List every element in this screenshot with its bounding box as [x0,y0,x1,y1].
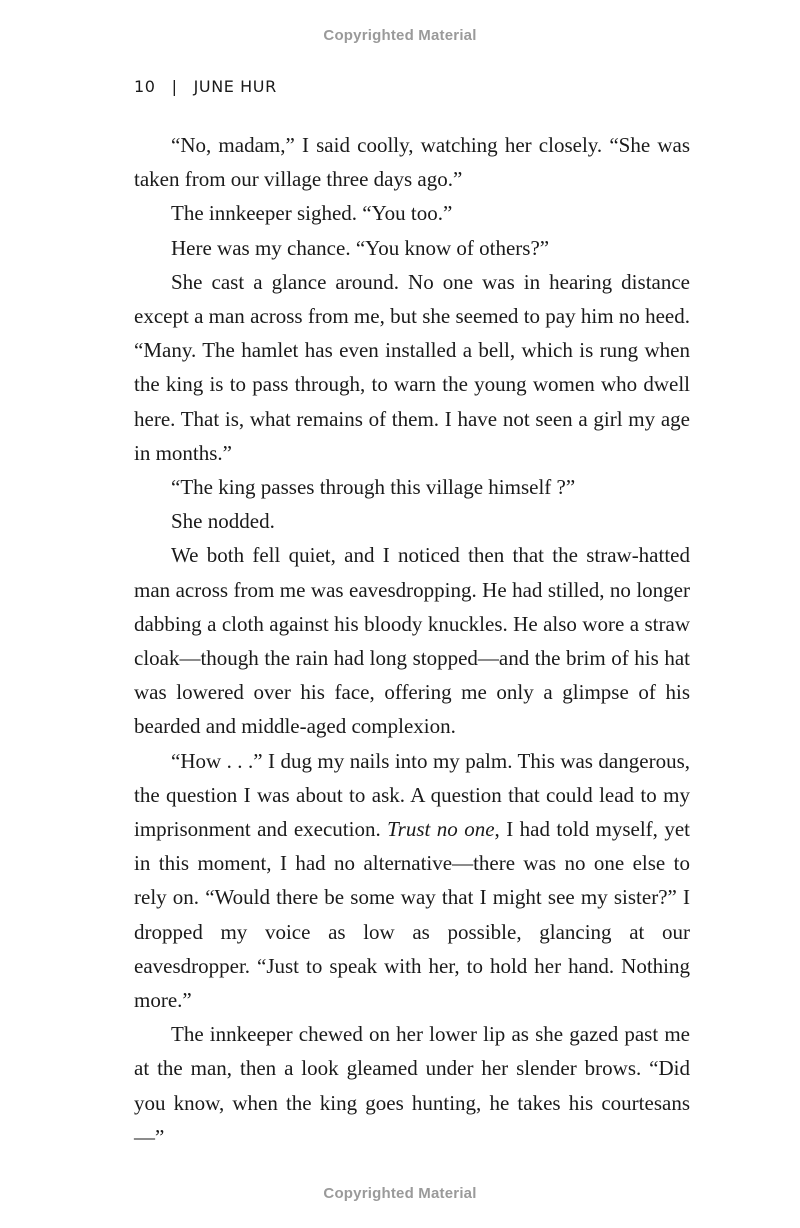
paragraph: The innkeeper sighed. “You too.” [171,201,453,226]
italic-phrase: Trust no one [387,817,495,842]
paragraph: She cast a glance around. No one was in hearing distance except a man across from me, but she seemed to pay him no heed. “Many. The hamlet has even installed a bell, which is rung when the king is to pass through, to warn the young women who dwell here. That is, what remains of them. I have not seen a girl my age in months.” [134,269,690,465]
paragraph: “No, madam,” I said coolly, watching her closely. “She was taken from our village three days ago.” [134,133,690,192]
author-name: JUNE HUR [193,77,277,96]
paragraph: She nodded. [171,509,275,534]
paragraph-text: , I had told myself, yet in this moment, I had no alternative—there was no one else to rely on. “Would there be some way that I might see my sister?” I dropped my voice as low as possible, glancing at our eavesdropper. “Just to speak with her, to hold her hand. Nothing more.” [134,817,690,1013]
paragraph: “The king passes through this village himself ?” [171,475,576,500]
paragraph [134,744,690,1018]
paragraph-text: “How . . .” I dug my nails into my palm. This was dangerous, the question I was about to ask. A question that could lead to my imprisonment and execution. [134,748,690,842]
running-head-separator: | [171,77,178,96]
running-head [134,77,277,96]
page-number: 10 [134,77,156,96]
body-text [134,128,690,1154]
paragraph: The innkeeper chewed on her lower lip as she gazed past me at the man, then a look gleamed under her slender brows. “Did you know, when the king goes hunting, he takes his courtesans—” [134,1022,690,1149]
paragraph: We both fell quiet, and I noticed then that the straw-hatted man across from me was eavesdropping. He had stilled, no longer dabbing a cloth against his bloody knuckles. He also wore a straw cloak—though the rain had long stopped—and the brim of his hat was lowered over his face, offering me only a glimpse of his bearded and middle-aged complexion. [134,543,690,739]
watermark-top: Copyrighted Material [323,27,477,44]
paragraph: Here was my chance. “You know of others?” [171,235,550,260]
watermark-bottom: Copyrighted Material [323,1185,477,1202]
